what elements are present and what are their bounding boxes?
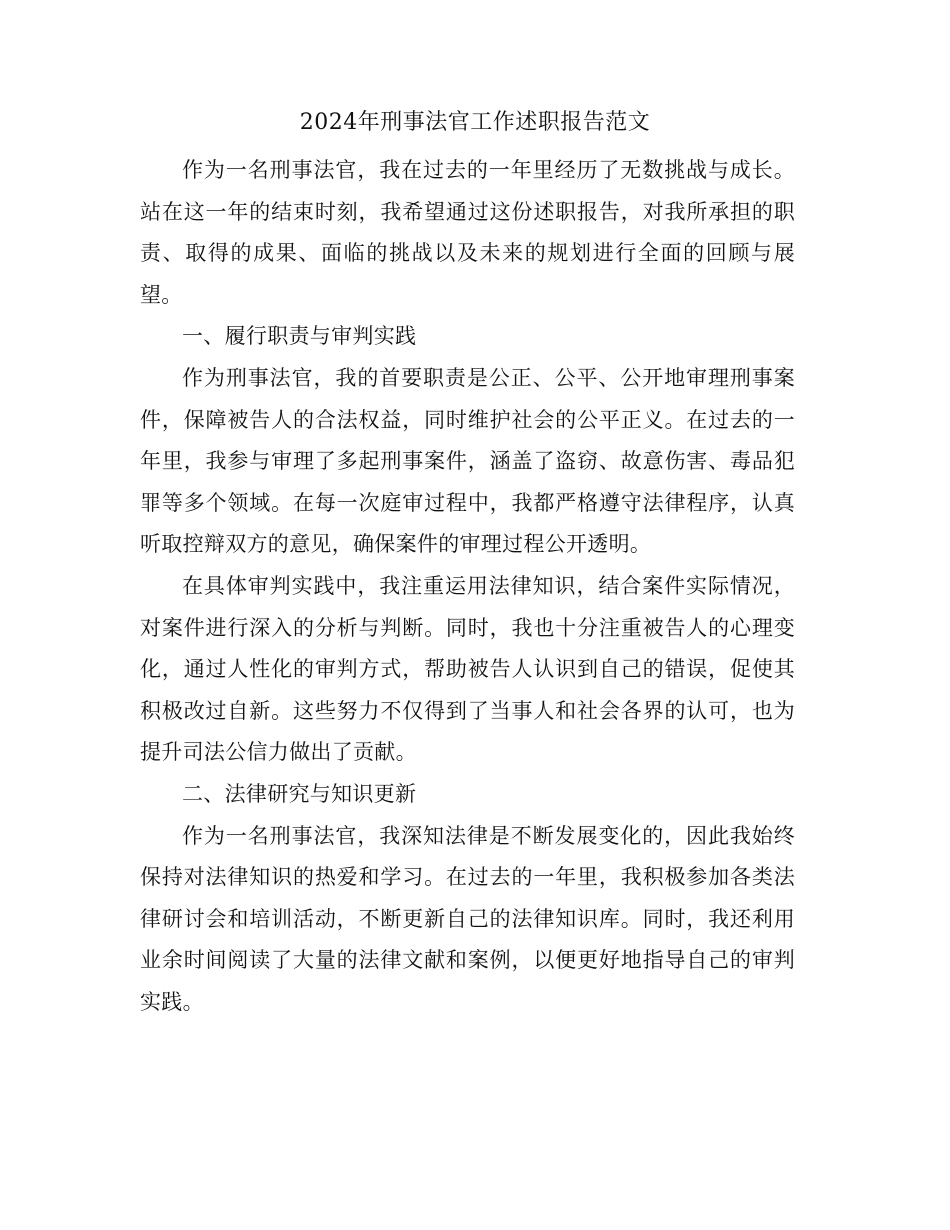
paragraph-duties: 作为刑事法官，我的首要职责是公正、公平、公开地审理刑事案件，保障被告人的合法权益，同时维护社会的公平正义。在过去的一年里，我参与审理了多起刑事案件，涵盖了盗窃、故意伤害、毒品犯罪等多个领域。在每一次庭审过程中，我都严格遵守法律程序，认真听取控辩双方的意见，确保案件的审理过程公开透明。 xyxy=(140,365,795,557)
section-heading-duties: 一、履行职责与审判实践 xyxy=(182,324,417,349)
document-body xyxy=(140,150,795,1023)
intro-paragraph: 作为一名刑事法官，我在过去的一年里经历了无数挑战与成长。站在这一年的结束时刻，我希望通过这份述职报告，对我所承担的职责、取得的成果、面临的挑战以及未来的规划进行全面的回顾与展望。 xyxy=(140,158,795,307)
document-title: 2024年刑事法官工作述职报告范文 xyxy=(299,110,651,135)
section-heading-legal-research: 二、法律研究与知识更新 xyxy=(182,781,417,806)
paragraph-legal-research: 作为一名刑事法官，我深知法律是不断发展变化的，因此我始终保持对法律知识的热爱和学习。在过去的一年里，我积极参加各类法律研讨会和培训活动，不断更新自己的法律知识库。同时，我还利用业余时间阅读了大量的法律文献和案例，以便更好地指导自己的审判实践。 xyxy=(140,823,795,1014)
paragraph-trial-practice: 在具体审判实践中，我注重运用法律知识，结合案件实际情况，对案件进行深入的分析与判断。同时，我也十分注重被告人的心理变化，通过人性化的审判方式，帮助被告人认识到自己的错误，促使其积极改过自新。这些努力不仅得到了当事人和社会各界的认可，也为提升司法公信力做出了贡献。 xyxy=(140,573,795,765)
